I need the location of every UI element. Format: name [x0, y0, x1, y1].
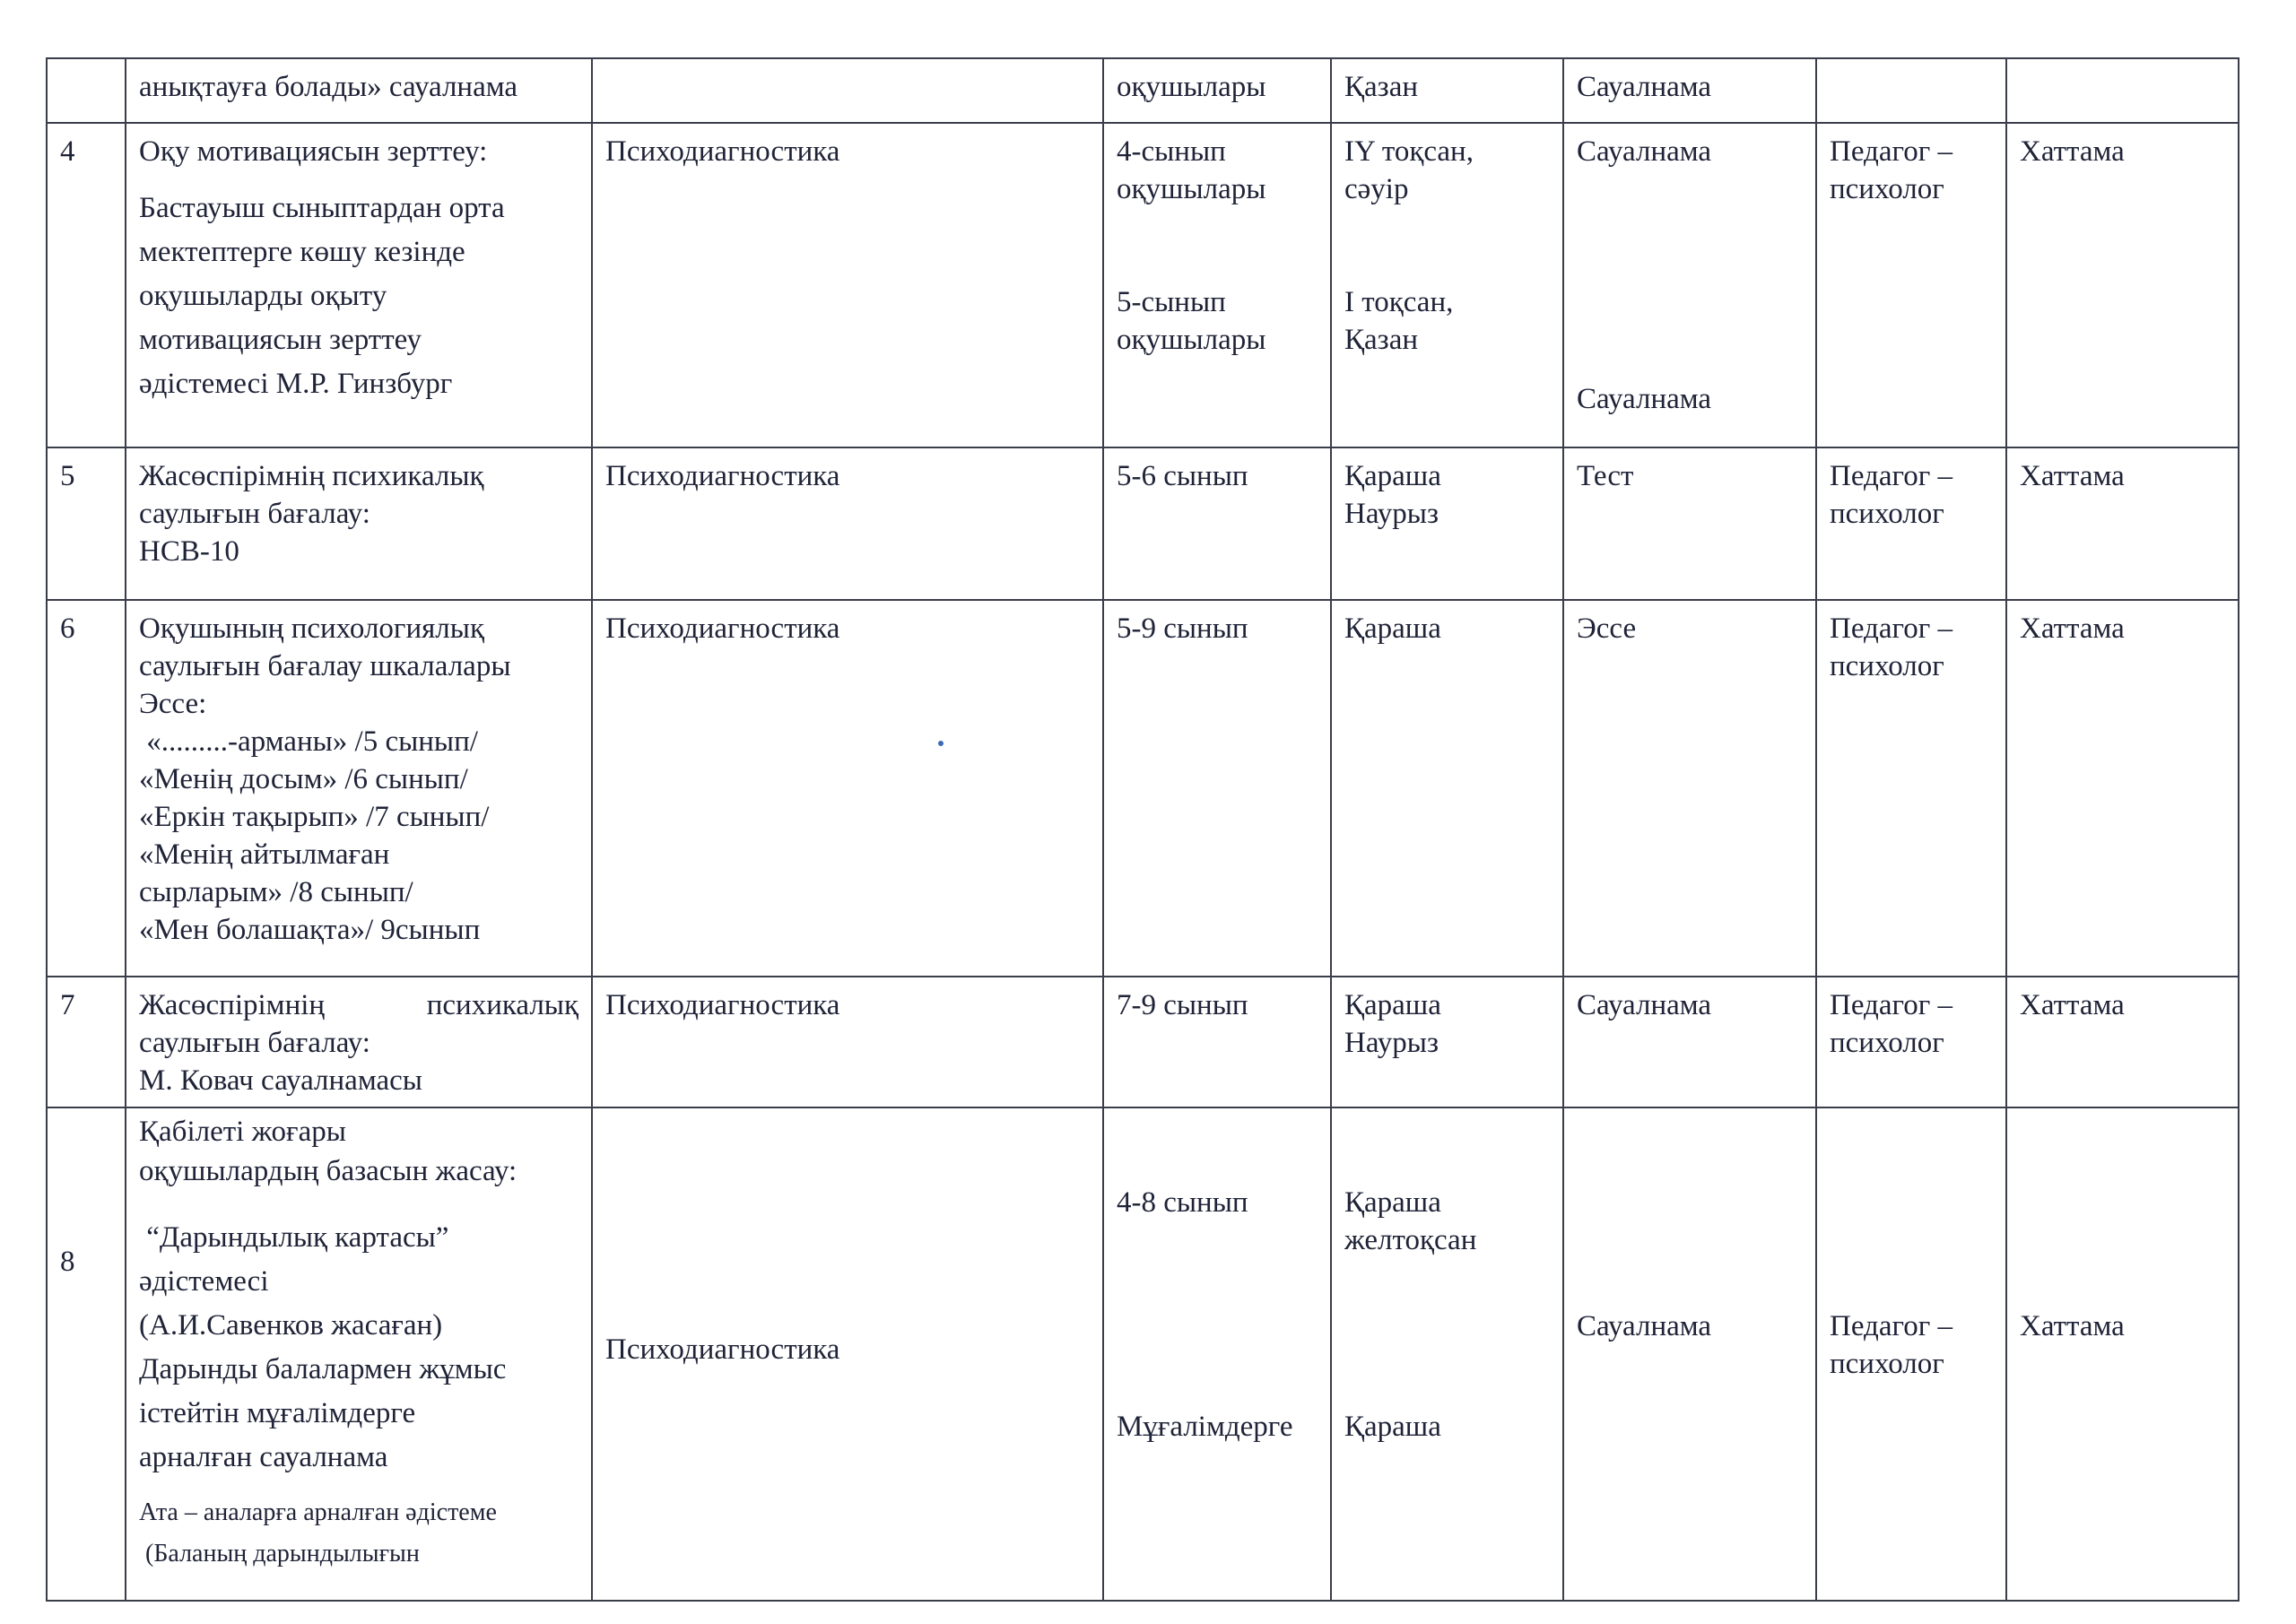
topic-line: анықтауға болады» сауалнама: [139, 71, 518, 103]
time-line: Қараша: [1344, 612, 1441, 645]
topic-title: Оқу мотивациясын зерттеу:: [139, 135, 488, 168]
topic-line: “Дарындылық картасы”: [139, 1221, 449, 1254]
responsible-line: Педагог –: [1830, 135, 1952, 168]
topic-line: Қабілеті жоғары: [139, 1116, 346, 1148]
audience-line: оқушылары: [1117, 324, 1266, 356]
time-line: Қараша: [1344, 1411, 1441, 1443]
responsible-cell: [1816, 123, 2006, 447]
time-cell: [1331, 447, 1563, 600]
topic-line: арналған сауалнама: [139, 1441, 388, 1473]
type-cell: Психодиагностика: [592, 977, 1103, 1107]
type-cell: Психодиагностика: [592, 123, 1103, 447]
row-number: 5: [47, 447, 126, 600]
time-cell: [1331, 600, 1563, 977]
audience-line: 5-сынып: [1117, 286, 1226, 318]
time-line: Наурыз: [1344, 1027, 1439, 1059]
result-cell: Хаттама: [2006, 1107, 2239, 1601]
form-cell: Сауалнама: [1563, 58, 1816, 123]
time-line: Қараша: [1344, 989, 1441, 1021]
responsible-cell: [1816, 1107, 2006, 1601]
topic-line: (Баланың дарындылығын: [139, 1540, 420, 1568]
topic-line: НСВ-10: [139, 535, 239, 568]
responsible-line: психолог: [1830, 173, 1944, 205]
topic-line: оқушылардың базасын жасау:: [139, 1155, 517, 1187]
topic-line: Оқушының психологиялық: [139, 612, 484, 645]
time-line: Қазан: [1344, 324, 1419, 356]
topic-line: мотивациясын зерттеу: [139, 324, 422, 356]
topic-line: Дарынды балалармен жұмыс: [139, 1353, 507, 1385]
form-cell: Сауалнама: [1563, 1107, 1816, 1601]
time-line: IY тоқсан,: [1344, 135, 1474, 168]
form-cell: [1563, 123, 1816, 447]
topic-line: Эссе:: [139, 688, 207, 720]
responsible-line: психолог: [1830, 498, 1944, 530]
topic-cell: [126, 58, 592, 123]
topic-line: «.........-арманы» /5 сынып/: [139, 725, 478, 758]
row-number: 7: [47, 977, 126, 1107]
time-cell: Қазан: [1331, 58, 1563, 123]
topic-line: саулығын бағалау:: [139, 1027, 370, 1059]
topic-line: Жасөспірімнің психикалық: [139, 460, 484, 492]
row-number: 4: [47, 123, 126, 447]
time-line: желтоқсан: [1344, 1224, 1477, 1256]
audience-cell: 5-6 сынып: [1103, 447, 1331, 600]
topic-line: «Менің досым» /6 сынып/: [139, 763, 468, 795]
responsible-line: психолог: [1830, 650, 1944, 682]
time-line: Қараша: [1344, 460, 1441, 492]
topic-line: оқушыларды оқыту: [139, 280, 387, 312]
table-row: [47, 447, 2239, 600]
row-number: 8: [47, 1107, 126, 1601]
responsible-cell: [1816, 600, 2006, 977]
form-cell: Сауалнама: [1563, 977, 1816, 1107]
topic-cell: [126, 447, 592, 600]
audience-line: Мұғалімдерге: [1117, 1411, 1293, 1443]
form-cell: Эссе: [1563, 600, 1816, 977]
audience-cell: оқушылары: [1103, 58, 1331, 123]
topic-line: мектептерге көшу кезінде: [139, 236, 465, 268]
audience-cell: 5-9 сынып: [1103, 600, 1331, 977]
responsible-line: Педагог –: [1830, 460, 1952, 492]
topic-cell: [126, 1107, 592, 1601]
table-row: [47, 58, 2239, 123]
ink-speck: [938, 741, 944, 746]
table-row: [47, 1107, 2239, 1601]
topic-line: (А.И.Савенков жасаған): [139, 1309, 443, 1342]
time-line: Қараша: [1344, 1186, 1441, 1219]
topic-line: М. Ковач сауалнамасы: [139, 1064, 422, 1097]
result-cell: [2006, 58, 2239, 123]
type-cell: Психодиагностика: [592, 447, 1103, 600]
topic-line: істейтін мұғалімдерге: [139, 1397, 416, 1429]
topic-line: «Мен болашақта»/ 9сынып: [139, 914, 481, 946]
topic-line: Ата – аналарға арналған әдістеме: [139, 1498, 497, 1526]
form-cell: Тест: [1563, 447, 1816, 600]
audience-cell: [1103, 123, 1331, 447]
result-cell: Хаттама: [2006, 977, 2239, 1107]
topic-cell: [126, 600, 592, 977]
plan-table: [46, 57, 2239, 1602]
audience-line: оқушылары: [1117, 173, 1266, 205]
responsible-cell: [1816, 447, 2006, 600]
responsible-line: Педагог –: [1830, 1310, 1952, 1342]
topic-line: Жасөспірімнің психикалық: [139, 989, 578, 1021]
form-line: Сауалнама: [1577, 135, 1712, 168]
table-row: [47, 977, 2239, 1107]
topic-line: әдістемесі: [139, 1265, 269, 1298]
responsible-line: психолог: [1830, 1348, 1944, 1380]
result-cell: Хаттама: [2006, 600, 2239, 977]
time-cell: [1331, 123, 1563, 447]
audience-cell: 7-9 сынып: [1103, 977, 1331, 1107]
type-cell: Психодиагностика: [592, 1107, 1103, 1601]
time-line: Наурыз: [1344, 498, 1439, 530]
topic-line: «Еркін тақырып» /7 сынып/: [139, 801, 490, 833]
result-cell: Хаттама: [2006, 447, 2239, 600]
topic-line: «Менің айтылмаған: [139, 838, 390, 871]
audience-line: 4-сынып: [1117, 135, 1226, 168]
topic-cell: [126, 123, 592, 447]
form-line: Сауалнама: [1577, 383, 1712, 415]
topic-line: Бастауыш сыныптардан орта: [139, 192, 505, 224]
topic-line: саулығын бағалау шкалалары: [139, 650, 511, 682]
topic-line: саулығын бағалау:: [139, 498, 370, 530]
responsible-line: Педагог –: [1830, 989, 1952, 1021]
responsible-line: психолог: [1830, 1027, 1944, 1059]
time-line: сәуір: [1344, 173, 1409, 205]
type-cell: Психодиагностика: [592, 600, 1103, 977]
audience-line: 4-8 сынып: [1117, 1186, 1248, 1219]
topic-line: әдістемесі М.Р. Гинзбург: [139, 368, 453, 400]
time-cell: [1331, 1107, 1563, 1601]
responsible-cell: [1816, 58, 2006, 123]
row-number: 6: [47, 600, 126, 977]
table-row: [47, 123, 2239, 447]
table-row: [47, 600, 2239, 977]
time-line: I тоқсан,: [1344, 286, 1454, 318]
responsible-line: Педагог –: [1830, 612, 1952, 645]
topic-cell: [126, 977, 592, 1107]
type-cell: [592, 58, 1103, 123]
time-cell: [1331, 977, 1563, 1107]
audience-cell: [1103, 1107, 1331, 1601]
result-cell: Хаттама: [2006, 123, 2239, 447]
responsible-cell: [1816, 977, 2006, 1107]
row-number: [47, 58, 126, 123]
topic-line: сырларым» /8 сынып/: [139, 876, 413, 908]
